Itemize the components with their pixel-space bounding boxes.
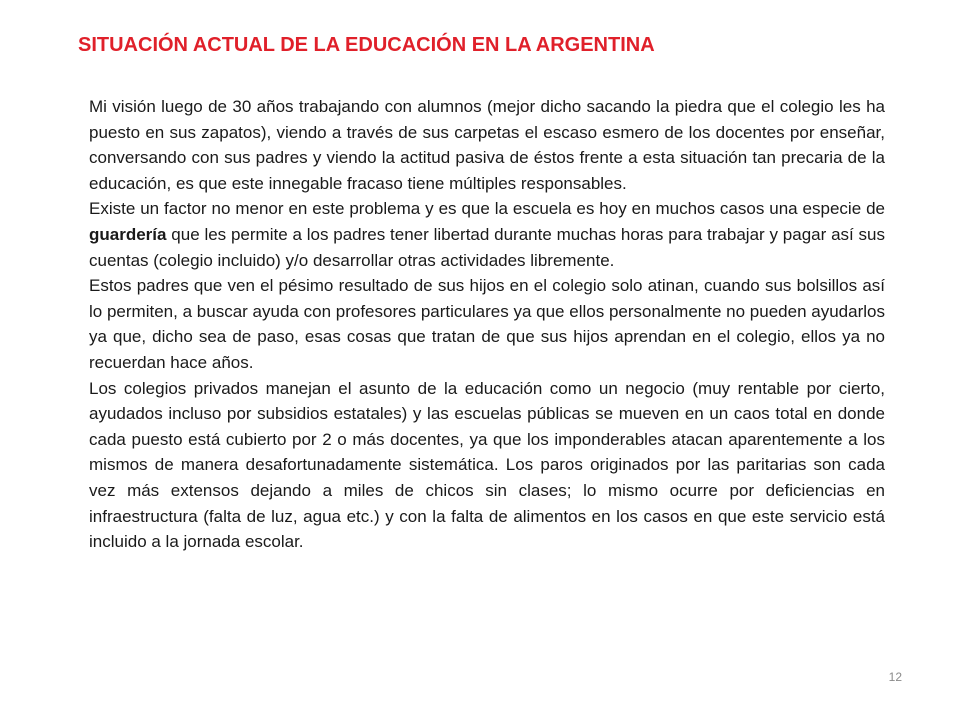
paragraph-guarderia-text-start: Existe un factor no menor en este problema y es que la escuela es hoy en muchos casos una especie de — [89, 199, 885, 219]
slide-title: SITUACIÓN ACTUAL DE LA EDUCACIÓN EN LA ARGENTINA — [78, 34, 655, 56]
body-text — [89, 94, 885, 555]
guarderia-emphasis: guardería — [89, 224, 167, 244]
page-number: 12 — [888, 670, 902, 684]
paragraph-colegios: Los colegios privados manejan el asunto de la educación como un negocio (muy rentable por cierto, ayudados incluso por subsidios estatales) y las escuelas públicas se mueven en un caos total en donde cada puesto está cubierto por 2 o más docentes, ya que los imponderables atacan aparentemente a los mismos de manera desafortunadamente sistemática. Los paros originados por las paritarias son cada vez más extensos dejando a miles de chicos sin clases; lo mismo ocurre por deficiencias en infraestructura (falta de luz, agua etc.) y con la falta de alimentos en los casos en que este servicio está incluido a la jornada escolar. — [89, 378, 885, 552]
paragraph-vision: Mi visión luego de 30 años trabajando con alumnos (mejor dicho sacando la piedra que el colegio les ha puesto en sus zapatos), viendo a través de sus carpetas el escaso esmero de los docentes por enseñar, conversando con sus padres y viendo la actitud pasiva de éstos frente a esta situación tan precaria de la educación, es que este innegable fracaso tiene múltiples responsables. — [89, 97, 885, 193]
paragraph-guarderia — [89, 196, 885, 273]
paragraph-guarderia-text-end: que les permite a los padres tener libertad durante muchas horas para trabajar y pagar así sus cuentas (colegio incluido) y/o desarrollar otras actividades libremente. — [89, 224, 885, 270]
paragraph-padres: Estos padres que ven el pésimo resultado de sus hijos en el colegio solo atinan, cuando sus bolsillos así lo permiten, a buscar ayuda con profesores particulares ya que ellos personalmente no pueden ayudarlos ya que, dicho sea de paso, esas cosas que tratan de que sus hijos aprendan en el colegio, ellos ya no recuerdan hace años. — [89, 276, 885, 372]
